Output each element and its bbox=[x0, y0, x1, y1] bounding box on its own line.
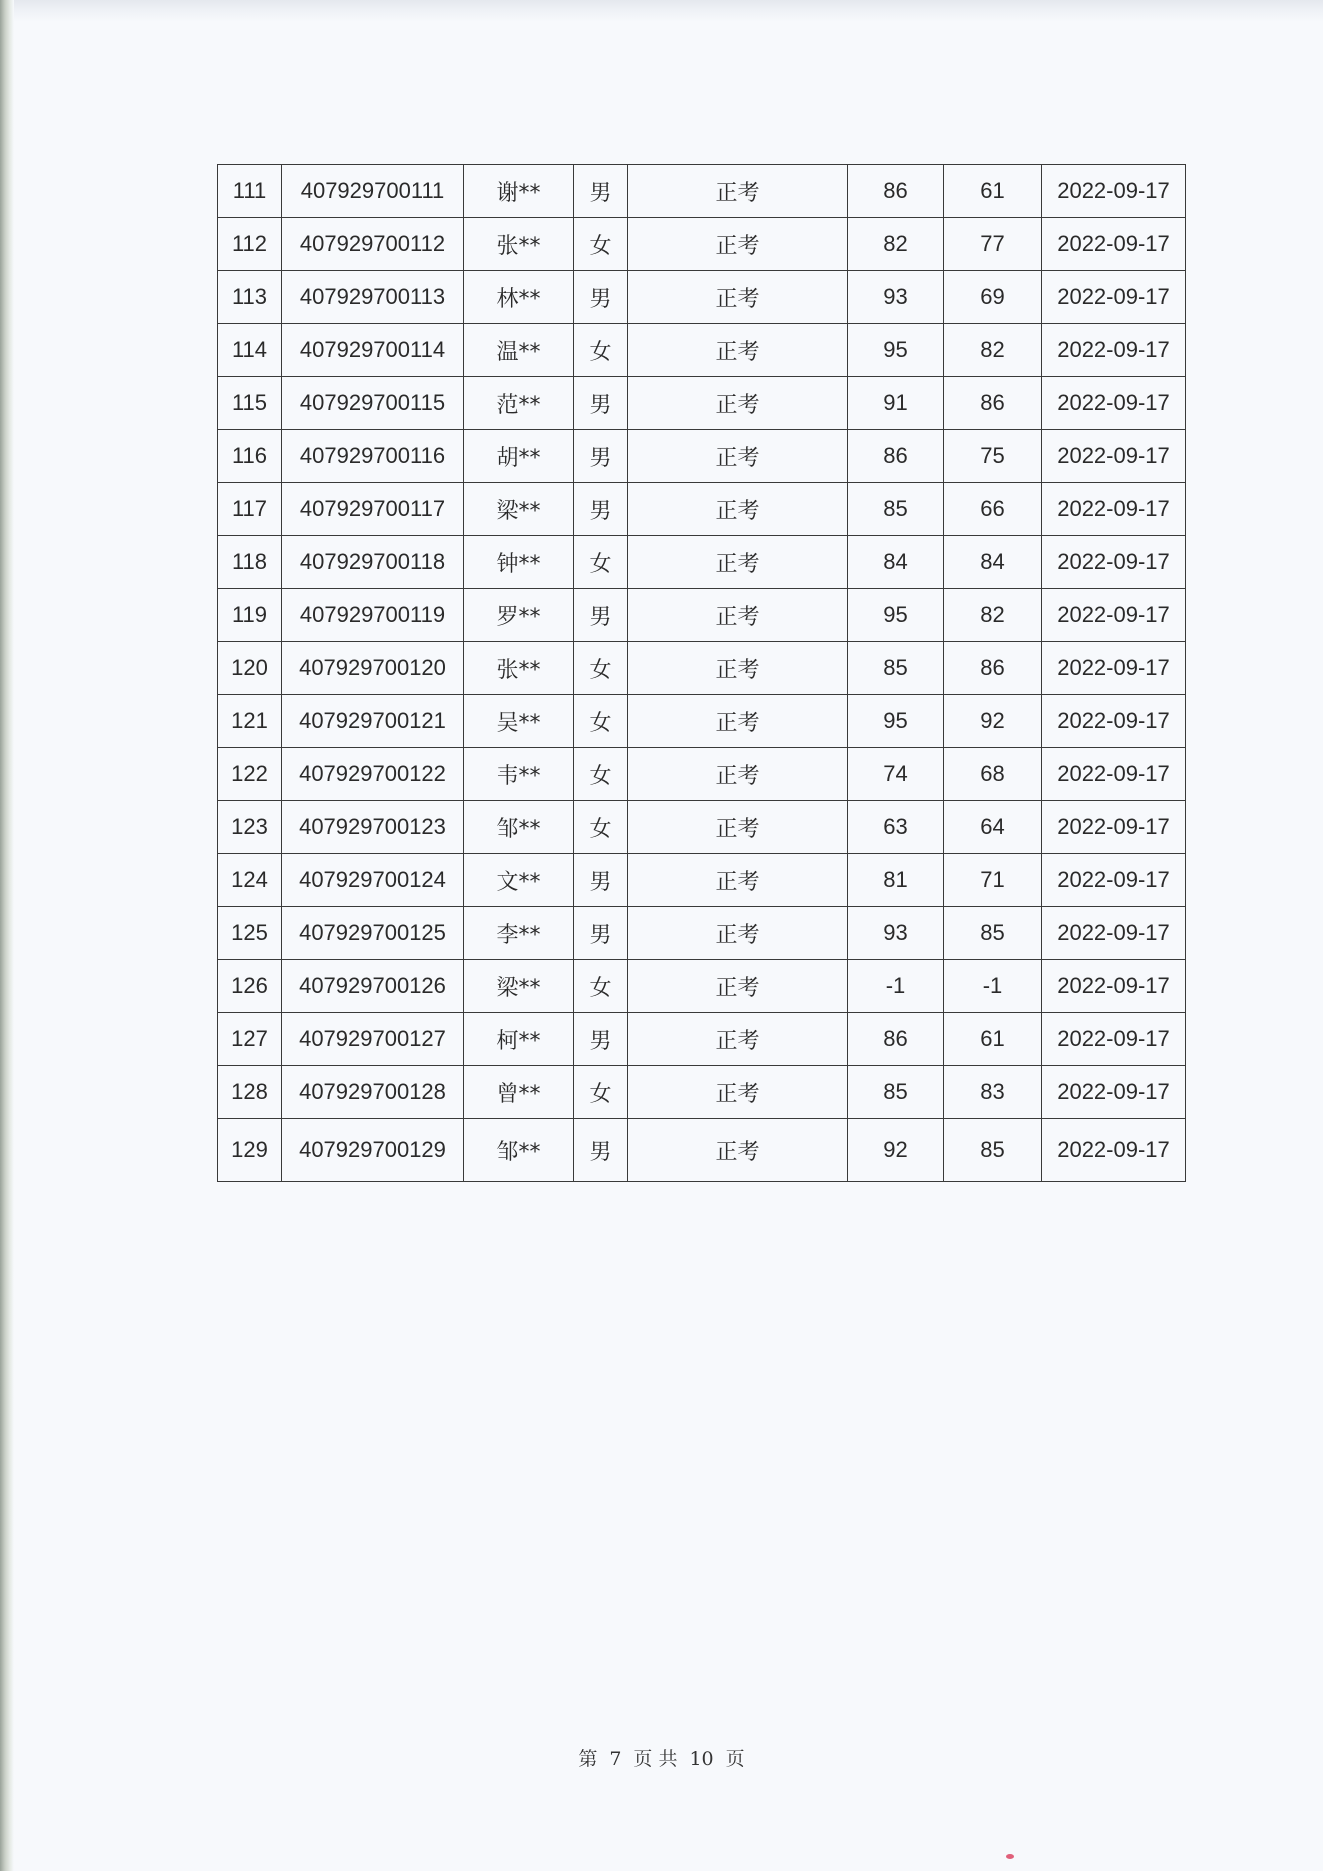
table-row bbox=[218, 907, 1186, 960]
cell-gender: 女 bbox=[574, 1066, 628, 1119]
table-row bbox=[218, 1119, 1186, 1182]
cell-score-1: 91 bbox=[848, 377, 944, 430]
cell-exam-type: 正考 bbox=[628, 589, 848, 642]
cell-number: 123 bbox=[218, 801, 282, 854]
cell-score-1: 85 bbox=[848, 483, 944, 536]
cell-name: 温** bbox=[464, 324, 574, 377]
cell-number: 122 bbox=[218, 748, 282, 801]
cell-number: 128 bbox=[218, 1066, 282, 1119]
cell-number: 111 bbox=[218, 165, 282, 218]
cell-score-2: 92 bbox=[944, 695, 1042, 748]
cell-gender: 男 bbox=[574, 1013, 628, 1066]
footer-total-pages: 10 bbox=[689, 1748, 714, 1770]
cell-exam-type: 正考 bbox=[628, 642, 848, 695]
cell-score-1: -1 bbox=[848, 960, 944, 1013]
cell-gender: 男 bbox=[574, 377, 628, 430]
footer-suffix: 页 bbox=[725, 1748, 745, 1770]
cell-date: 2022-09-17 bbox=[1042, 748, 1186, 801]
cell-exam-id: 407929700113 bbox=[282, 271, 464, 324]
cell-exam-type: 正考 bbox=[628, 430, 848, 483]
cell-score-1: 74 bbox=[848, 748, 944, 801]
table-row bbox=[218, 801, 1186, 854]
cell-name: 吴** bbox=[464, 695, 574, 748]
cell-date: 2022-09-17 bbox=[1042, 1066, 1186, 1119]
cell-exam-id: 407929700124 bbox=[282, 854, 464, 907]
cell-score-2: 61 bbox=[944, 165, 1042, 218]
cell-exam-type: 正考 bbox=[628, 483, 848, 536]
cell-exam-id: 407929700122 bbox=[282, 748, 464, 801]
cell-exam-type: 正考 bbox=[628, 218, 848, 271]
cell-exam-id: 407929700129 bbox=[282, 1119, 464, 1182]
cell-exam-type: 正考 bbox=[628, 324, 848, 377]
cell-exam-type: 正考 bbox=[628, 271, 848, 324]
cell-score-1: 63 bbox=[848, 801, 944, 854]
cell-date: 2022-09-17 bbox=[1042, 324, 1186, 377]
table-row bbox=[218, 1066, 1186, 1119]
table-row bbox=[218, 430, 1186, 483]
cell-score-2: 82 bbox=[944, 589, 1042, 642]
cell-exam-type: 正考 bbox=[628, 854, 848, 907]
cell-name: 钟** bbox=[464, 536, 574, 589]
cell-score-1: 92 bbox=[848, 1119, 944, 1182]
cell-name: 柯** bbox=[464, 1013, 574, 1066]
cell-name: 梁** bbox=[464, 960, 574, 1013]
cell-name: 梁** bbox=[464, 483, 574, 536]
cell-score-1: 82 bbox=[848, 218, 944, 271]
cell-name: 张** bbox=[464, 218, 574, 271]
cell-number: 119 bbox=[218, 589, 282, 642]
score-table bbox=[217, 164, 1186, 1182]
cell-number: 125 bbox=[218, 907, 282, 960]
cell-exam-id: 407929700127 bbox=[282, 1013, 464, 1066]
cell-exam-type: 正考 bbox=[628, 801, 848, 854]
cell-number: 118 bbox=[218, 536, 282, 589]
cell-date: 2022-09-17 bbox=[1042, 271, 1186, 324]
cell-date: 2022-09-17 bbox=[1042, 907, 1186, 960]
table-row bbox=[218, 854, 1186, 907]
cell-exam-type: 正考 bbox=[628, 1066, 848, 1119]
cell-score-2: 69 bbox=[944, 271, 1042, 324]
cell-score-1: 85 bbox=[848, 642, 944, 695]
cell-name: 范** bbox=[464, 377, 574, 430]
cell-number: 115 bbox=[218, 377, 282, 430]
table-body bbox=[218, 165, 1186, 1182]
cell-name: 文** bbox=[464, 854, 574, 907]
table-row bbox=[218, 483, 1186, 536]
scan-top-shadow bbox=[14, 0, 1323, 22]
cell-date: 2022-09-17 bbox=[1042, 642, 1186, 695]
table-row bbox=[218, 536, 1186, 589]
cell-name: 谢** bbox=[464, 165, 574, 218]
cell-exam-type: 正考 bbox=[628, 748, 848, 801]
cell-score-2: 71 bbox=[944, 854, 1042, 907]
cell-exam-id: 407929700117 bbox=[282, 483, 464, 536]
cell-name: 邹** bbox=[464, 801, 574, 854]
cell-exam-type: 正考 bbox=[628, 1013, 848, 1066]
cell-date: 2022-09-17 bbox=[1042, 165, 1186, 218]
cell-date: 2022-09-17 bbox=[1042, 377, 1186, 430]
cell-number: 124 bbox=[218, 854, 282, 907]
cell-score-1: 86 bbox=[848, 165, 944, 218]
cell-number: 117 bbox=[218, 483, 282, 536]
cell-score-2: 85 bbox=[944, 907, 1042, 960]
cell-number: 114 bbox=[218, 324, 282, 377]
cell-exam-id: 407929700121 bbox=[282, 695, 464, 748]
cell-number: 112 bbox=[218, 218, 282, 271]
cell-exam-id: 407929700111 bbox=[282, 165, 464, 218]
cell-exam-id: 407929700128 bbox=[282, 1066, 464, 1119]
cell-gender: 男 bbox=[574, 271, 628, 324]
cell-exam-type: 正考 bbox=[628, 536, 848, 589]
cell-gender: 男 bbox=[574, 854, 628, 907]
cell-score-2: 84 bbox=[944, 536, 1042, 589]
cell-date: 2022-09-17 bbox=[1042, 218, 1186, 271]
cell-exam-id: 407929700119 bbox=[282, 589, 464, 642]
page-footer bbox=[0, 1744, 1323, 1771]
cell-gender: 男 bbox=[574, 1119, 628, 1182]
cell-exam-type: 正考 bbox=[628, 695, 848, 748]
cell-score-2: 61 bbox=[944, 1013, 1042, 1066]
cell-exam-id: 407929700112 bbox=[282, 218, 464, 271]
cell-gender: 女 bbox=[574, 324, 628, 377]
cell-name: 曾** bbox=[464, 1066, 574, 1119]
cell-number: 129 bbox=[218, 1119, 282, 1182]
cell-date: 2022-09-17 bbox=[1042, 801, 1186, 854]
cell-score-1: 95 bbox=[848, 324, 944, 377]
footer-prefix: 第 bbox=[578, 1748, 598, 1770]
table-row bbox=[218, 695, 1186, 748]
cell-gender: 男 bbox=[574, 589, 628, 642]
cell-name: 胡** bbox=[464, 430, 574, 483]
cell-gender: 女 bbox=[574, 642, 628, 695]
table-row bbox=[218, 589, 1186, 642]
cell-exam-type: 正考 bbox=[628, 165, 848, 218]
cell-exam-id: 407929700123 bbox=[282, 801, 464, 854]
cell-name: 韦** bbox=[464, 748, 574, 801]
cell-date: 2022-09-17 bbox=[1042, 589, 1186, 642]
cell-score-1: 81 bbox=[848, 854, 944, 907]
cell-score-1: 86 bbox=[848, 430, 944, 483]
cell-gender: 男 bbox=[574, 165, 628, 218]
cell-gender: 女 bbox=[574, 748, 628, 801]
cell-score-2: 83 bbox=[944, 1066, 1042, 1119]
table-row bbox=[218, 960, 1186, 1013]
cell-date: 2022-09-17 bbox=[1042, 960, 1186, 1013]
cell-score-2: -1 bbox=[944, 960, 1042, 1013]
cell-date: 2022-09-17 bbox=[1042, 854, 1186, 907]
cell-gender: 男 bbox=[574, 907, 628, 960]
footer-current-page: 7 bbox=[609, 1748, 622, 1770]
cell-number: 120 bbox=[218, 642, 282, 695]
cell-score-2: 82 bbox=[944, 324, 1042, 377]
cell-gender: 女 bbox=[574, 536, 628, 589]
table-row bbox=[218, 642, 1186, 695]
cell-score-2: 66 bbox=[944, 483, 1042, 536]
cell-score-2: 64 bbox=[944, 801, 1042, 854]
cell-date: 2022-09-17 bbox=[1042, 695, 1186, 748]
cell-exam-id: 407929700118 bbox=[282, 536, 464, 589]
cell-exam-id: 407929700115 bbox=[282, 377, 464, 430]
cell-name: 李** bbox=[464, 907, 574, 960]
cell-gender: 男 bbox=[574, 483, 628, 536]
cell-gender: 男 bbox=[574, 430, 628, 483]
cell-date: 2022-09-17 bbox=[1042, 483, 1186, 536]
cell-score-1: 95 bbox=[848, 695, 944, 748]
table-row bbox=[218, 271, 1186, 324]
cell-name: 邹** bbox=[464, 1119, 574, 1182]
cell-date: 2022-09-17 bbox=[1042, 1119, 1186, 1182]
ink-speck bbox=[1006, 1854, 1014, 1859]
scan-edge-shadow bbox=[0, 0, 14, 1871]
cell-number: 127 bbox=[218, 1013, 282, 1066]
footer-middle: 页 共 bbox=[633, 1748, 678, 1770]
cell-number: 121 bbox=[218, 695, 282, 748]
table-row bbox=[218, 1013, 1186, 1066]
cell-name: 张** bbox=[464, 642, 574, 695]
cell-score-2: 68 bbox=[944, 748, 1042, 801]
cell-exam-id: 407929700126 bbox=[282, 960, 464, 1013]
cell-exam-type: 正考 bbox=[628, 377, 848, 430]
cell-score-2: 85 bbox=[944, 1119, 1042, 1182]
cell-score-1: 95 bbox=[848, 589, 944, 642]
table-row bbox=[218, 218, 1186, 271]
table-row bbox=[218, 324, 1186, 377]
cell-score-2: 86 bbox=[944, 377, 1042, 430]
cell-exam-type: 正考 bbox=[628, 960, 848, 1013]
cell-gender: 女 bbox=[574, 960, 628, 1013]
cell-gender: 女 bbox=[574, 801, 628, 854]
cell-exam-id: 407929700125 bbox=[282, 907, 464, 960]
cell-date: 2022-09-17 bbox=[1042, 430, 1186, 483]
cell-exam-id: 407929700114 bbox=[282, 324, 464, 377]
cell-number: 116 bbox=[218, 430, 282, 483]
table-row bbox=[218, 748, 1186, 801]
cell-score-2: 75 bbox=[944, 430, 1042, 483]
cell-score-1: 84 bbox=[848, 536, 944, 589]
cell-score-1: 93 bbox=[848, 271, 944, 324]
cell-exam-type: 正考 bbox=[628, 907, 848, 960]
cell-gender: 女 bbox=[574, 695, 628, 748]
cell-score-1: 93 bbox=[848, 907, 944, 960]
table-row bbox=[218, 165, 1186, 218]
cell-exam-type: 正考 bbox=[628, 1119, 848, 1182]
table-row bbox=[218, 377, 1186, 430]
cell-date: 2022-09-17 bbox=[1042, 1013, 1186, 1066]
cell-name: 林** bbox=[464, 271, 574, 324]
cell-date: 2022-09-17 bbox=[1042, 536, 1186, 589]
cell-score-2: 86 bbox=[944, 642, 1042, 695]
cell-gender: 女 bbox=[574, 218, 628, 271]
cell-score-1: 85 bbox=[848, 1066, 944, 1119]
cell-number: 126 bbox=[218, 960, 282, 1013]
cell-name: 罗** bbox=[464, 589, 574, 642]
cell-exam-id: 407929700120 bbox=[282, 642, 464, 695]
cell-number: 113 bbox=[218, 271, 282, 324]
cell-score-1: 86 bbox=[848, 1013, 944, 1066]
cell-score-2: 77 bbox=[944, 218, 1042, 271]
cell-exam-id: 407929700116 bbox=[282, 430, 464, 483]
